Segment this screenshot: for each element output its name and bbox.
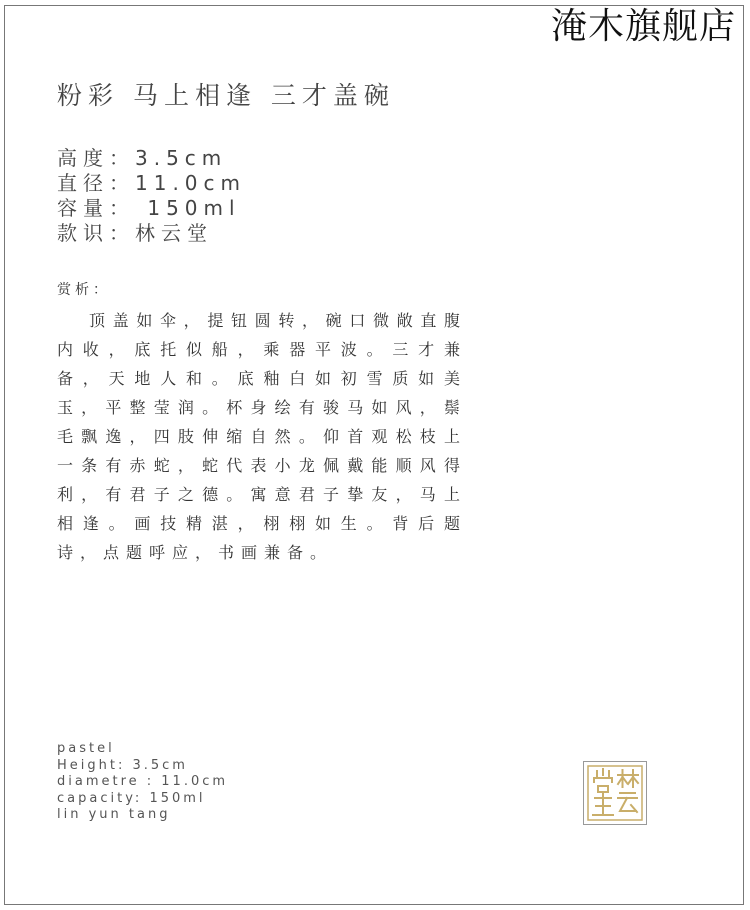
analysis-paragraph: 顶盖如伞，提钮圆转，碗口微敞直腹内收，底托似船，乘器平波。三才兼备，天地人和。底釉白如初雪质如美玉，平整莹润。杯身绘有骏马如风，鬃毛飘逸，四肢伸缩自然。仰首观松枝上一条有赤蛇，蛇代表小龙佩戴能顺风得利，有君子之德。寓意君子挚友，马上相逢。画技精湛，栩栩如生。背后题诗，点题呼应，书画兼备。: [57, 311, 467, 562]
spec-list: [57, 146, 246, 246]
english-capacity: capacity: 150ml: [57, 790, 206, 806]
spec-capacity: 容量： 150ml: [57, 196, 241, 220]
analysis-text: [57, 306, 467, 567]
english-spec-list: [57, 741, 228, 824]
english-mark: lin yun tang: [57, 807, 171, 822]
seal-mark-icon: [587, 765, 643, 821]
product-title: 粉彩 马上相逢 三才盖碗: [57, 81, 395, 110]
shop-name: 淹木旗舰店: [550, 6, 736, 47]
spec-mark: 款识：林云堂: [57, 221, 213, 245]
spec-height: 高度：3.5cm: [57, 146, 228, 170]
english-material: pastel: [57, 741, 115, 756]
spec-diameter: 直径：11.0cm: [57, 171, 247, 195]
analysis-label: 赏析：: [57, 282, 111, 298]
english-diameter: diametre : 11.0cm: [57, 774, 229, 789]
seal-stamp: [583, 761, 647, 825]
english-height: Height: 3.5cm: [57, 757, 188, 773]
